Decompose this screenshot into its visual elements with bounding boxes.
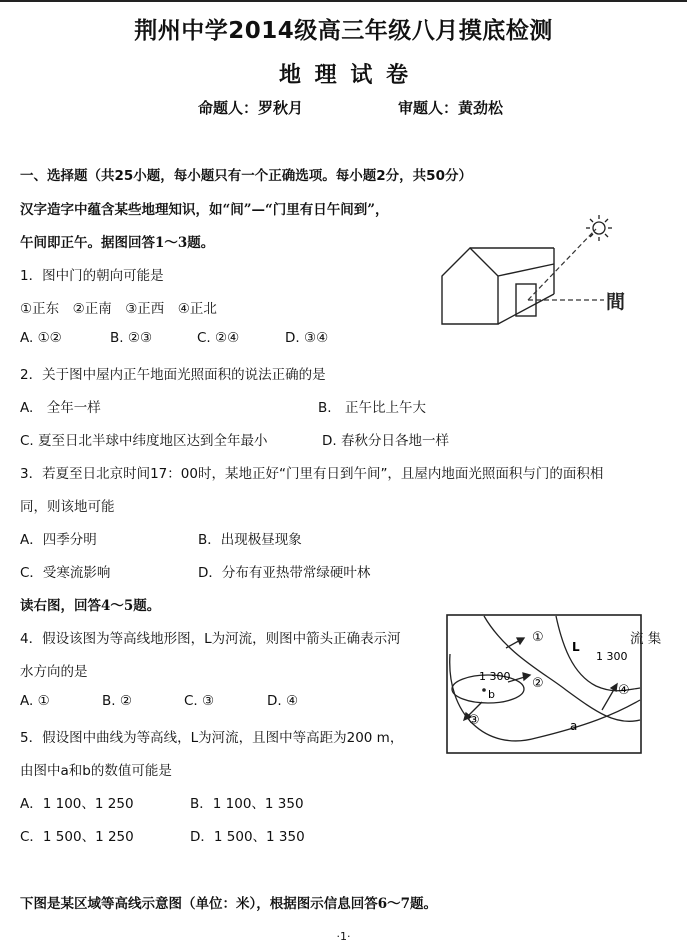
q4-choice-d: D. ④ [267, 693, 299, 709]
label-circle-3: ③ [468, 713, 480, 728]
q1-choice-a: A. ①② [20, 330, 62, 346]
read-figure-instruction: 读右图，回答4～5题。 [20, 598, 161, 614]
q1-choice-c: C. ②④ [197, 330, 240, 346]
q3-choice-a: A．四季分明 [20, 532, 97, 548]
q5-stem-line-1: 5．假设图中曲线为等高线，L为河流，且图中等高距为200 m， [20, 730, 404, 746]
q2-choice-b: B. 正午比上午大 [318, 400, 427, 416]
house-figure [436, 214, 636, 334]
exam-title: 荆州中学2014级高三年级八月摸底检测 [134, 18, 553, 44]
contour-inner [484, 616, 640, 721]
next-section-intro: 下图是某区域等高线示意图（单位：米），根据图示信息回答6～7题。 [20, 896, 438, 912]
q1-choice-d: D. ③④ [285, 330, 329, 346]
top-rule [0, 0, 687, 2]
reviewer-label: 审题人：黄劲松 [398, 99, 504, 117]
q4-stem-line-1: 4．假设该图为等高线地形图，L为河流，则图中箭头正确表示河 [20, 631, 401, 647]
q4-choice-c: C. ③ [184, 693, 215, 709]
sun-icon [586, 215, 612, 241]
q3-choice-c: C．受寒流影响 [20, 565, 111, 581]
q3-stem-line-1: 3．若夏至日北京时间17：00时，某地正好“门里有日到午间”，且屋内地面光照面积与门的面积相 [20, 466, 604, 482]
intro-line-2: 午间即正午。据图回答1～3题。 [20, 235, 215, 251]
q4-stem-line-2: 水方向的是 [20, 664, 88, 680]
contour-frame [447, 615, 641, 753]
jian-character: 間 [606, 291, 626, 313]
q3-stem-line-2: 同，则该地可能 [20, 499, 115, 515]
exam-subtitle: 地 理 试 卷 [279, 63, 408, 88]
intro-line-1: 汉字造字中蕴含某些地理知识，如“间”—“门里有日午间到”， [20, 202, 389, 218]
label-circle-1: ① [532, 630, 544, 645]
q3-choice-d: D．分布有亚热带常绿硬叶林 [198, 565, 371, 581]
q5-choice-d: D．1 500、1 350 [190, 829, 305, 845]
q5-choice-a: A．1 100、1 250 [20, 796, 134, 812]
page-number: ·1· [336, 930, 351, 943]
label-circle-2: ② [532, 676, 544, 691]
house-base [498, 294, 554, 324]
house-gable [442, 248, 498, 324]
q2-stem: 2．关于图中屋内正午地面光照面积的说法正确的是 [20, 367, 326, 383]
label-circle-4: ④ [618, 683, 630, 698]
q3-choice-b: B．出现极昼现象 [198, 532, 302, 548]
point-b-dot [482, 688, 486, 692]
q1-choice-b: B. ②③ [110, 330, 153, 346]
q2-choice-c: C. 夏至日北半球中纬度地区达到全年最小 [20, 433, 268, 449]
q5-stem-line-2: 由图中a和b的数值可能是 [20, 763, 172, 779]
q5-choice-c: C．1 500、1 250 [20, 829, 134, 845]
author-label: 命题人：罗秋月 [198, 99, 304, 117]
sun-ray [528, 229, 596, 300]
q1-stem: 1．图中门的朝向可能是 [20, 268, 164, 284]
q2-choice-a: A. 全年一样 [20, 400, 101, 416]
label-river: L [572, 640, 580, 654]
label-point-a: a [570, 719, 578, 733]
contour-figure [446, 614, 642, 754]
label-point-b: b [488, 688, 495, 701]
label-contour-left: 1 300 [479, 670, 511, 683]
q4-choice-b: B. ② [102, 693, 132, 709]
label-contour-right: 1 300 [596, 650, 628, 663]
q4-choice-a: A. ① [20, 693, 50, 709]
section-heading: 一、选择题（共25小题，每小题只有一个正确选项。每小题2分，共50分） [20, 168, 472, 184]
q1-options: ①正东 ②正南 ③正西 ④正北 [20, 301, 217, 317]
q2-choice-d: D. 春秋分日各地一样 [322, 433, 449, 449]
q4-stem-tail: 流 集 [630, 631, 662, 647]
house-eave [498, 264, 554, 276]
q5-choice-b: B．1 100、1 350 [190, 796, 304, 812]
